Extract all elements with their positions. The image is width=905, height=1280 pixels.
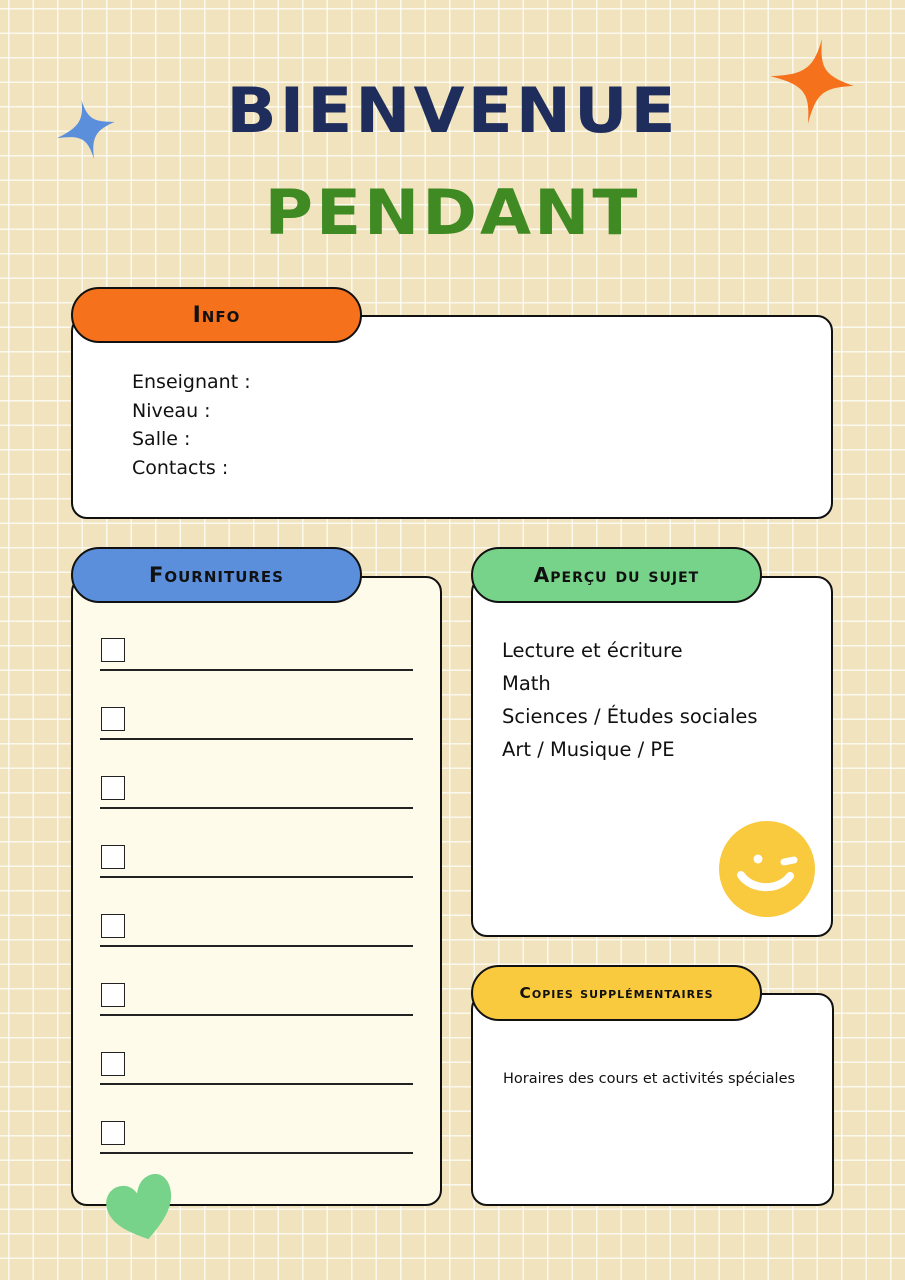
info-field-room: Salle : <box>132 428 191 450</box>
checkbox[interactable] <box>101 983 125 1007</box>
copies-tab <box>471 965 762 1021</box>
page-title-line-2: PENDANT <box>264 175 641 250</box>
supply-item[interactable] <box>100 705 413 740</box>
subject-item: Lecture et écriture <box>502 639 683 662</box>
smiley-face-icon <box>718 820 816 918</box>
supplies-tab-label: Fournitures <box>149 563 284 587</box>
info-field-level: Niveau : <box>132 399 211 422</box>
info-tab-label: Info <box>192 302 241 328</box>
checkbox[interactable] <box>101 707 125 731</box>
subject-item: Math <box>502 672 551 695</box>
info-fields <box>132 368 251 482</box>
supply-item[interactable] <box>100 843 413 878</box>
subjects-tab-label: Aperçu du sujet <box>533 563 700 587</box>
checkbox[interactable] <box>101 1052 125 1076</box>
supplies-tab <box>71 547 362 603</box>
supply-item[interactable] <box>100 1050 413 1085</box>
checkbox[interactable] <box>101 845 125 869</box>
green-heart-icon <box>104 1174 178 1244</box>
subjects-list <box>502 634 758 766</box>
supply-item[interactable] <box>100 912 413 947</box>
subjects-tab <box>471 547 762 603</box>
supply-item[interactable] <box>100 636 413 671</box>
supply-item[interactable] <box>100 981 413 1016</box>
copies-tab-label: Copies supplémentaires <box>519 984 714 1002</box>
info-field-contacts: Contacts : <box>132 456 229 479</box>
page-title-line-1: BIENVENUE <box>226 73 679 148</box>
supply-item[interactable] <box>100 1119 413 1154</box>
info-field-teacher: Enseignant : <box>132 371 251 393</box>
checkbox[interactable] <box>101 1121 125 1145</box>
subject-item: Art / Musique / PE <box>502 738 675 761</box>
copies-card <box>471 993 834 1206</box>
subject-item: Sciences / Études sociales <box>502 705 758 728</box>
copies-text: Horaires des cours et activités spéciales <box>503 1071 796 1087</box>
checkbox[interactable] <box>101 638 125 662</box>
info-tab <box>71 287 362 343</box>
checkbox[interactable] <box>101 776 125 800</box>
supply-item[interactable] <box>100 774 413 809</box>
checkbox[interactable] <box>101 914 125 938</box>
